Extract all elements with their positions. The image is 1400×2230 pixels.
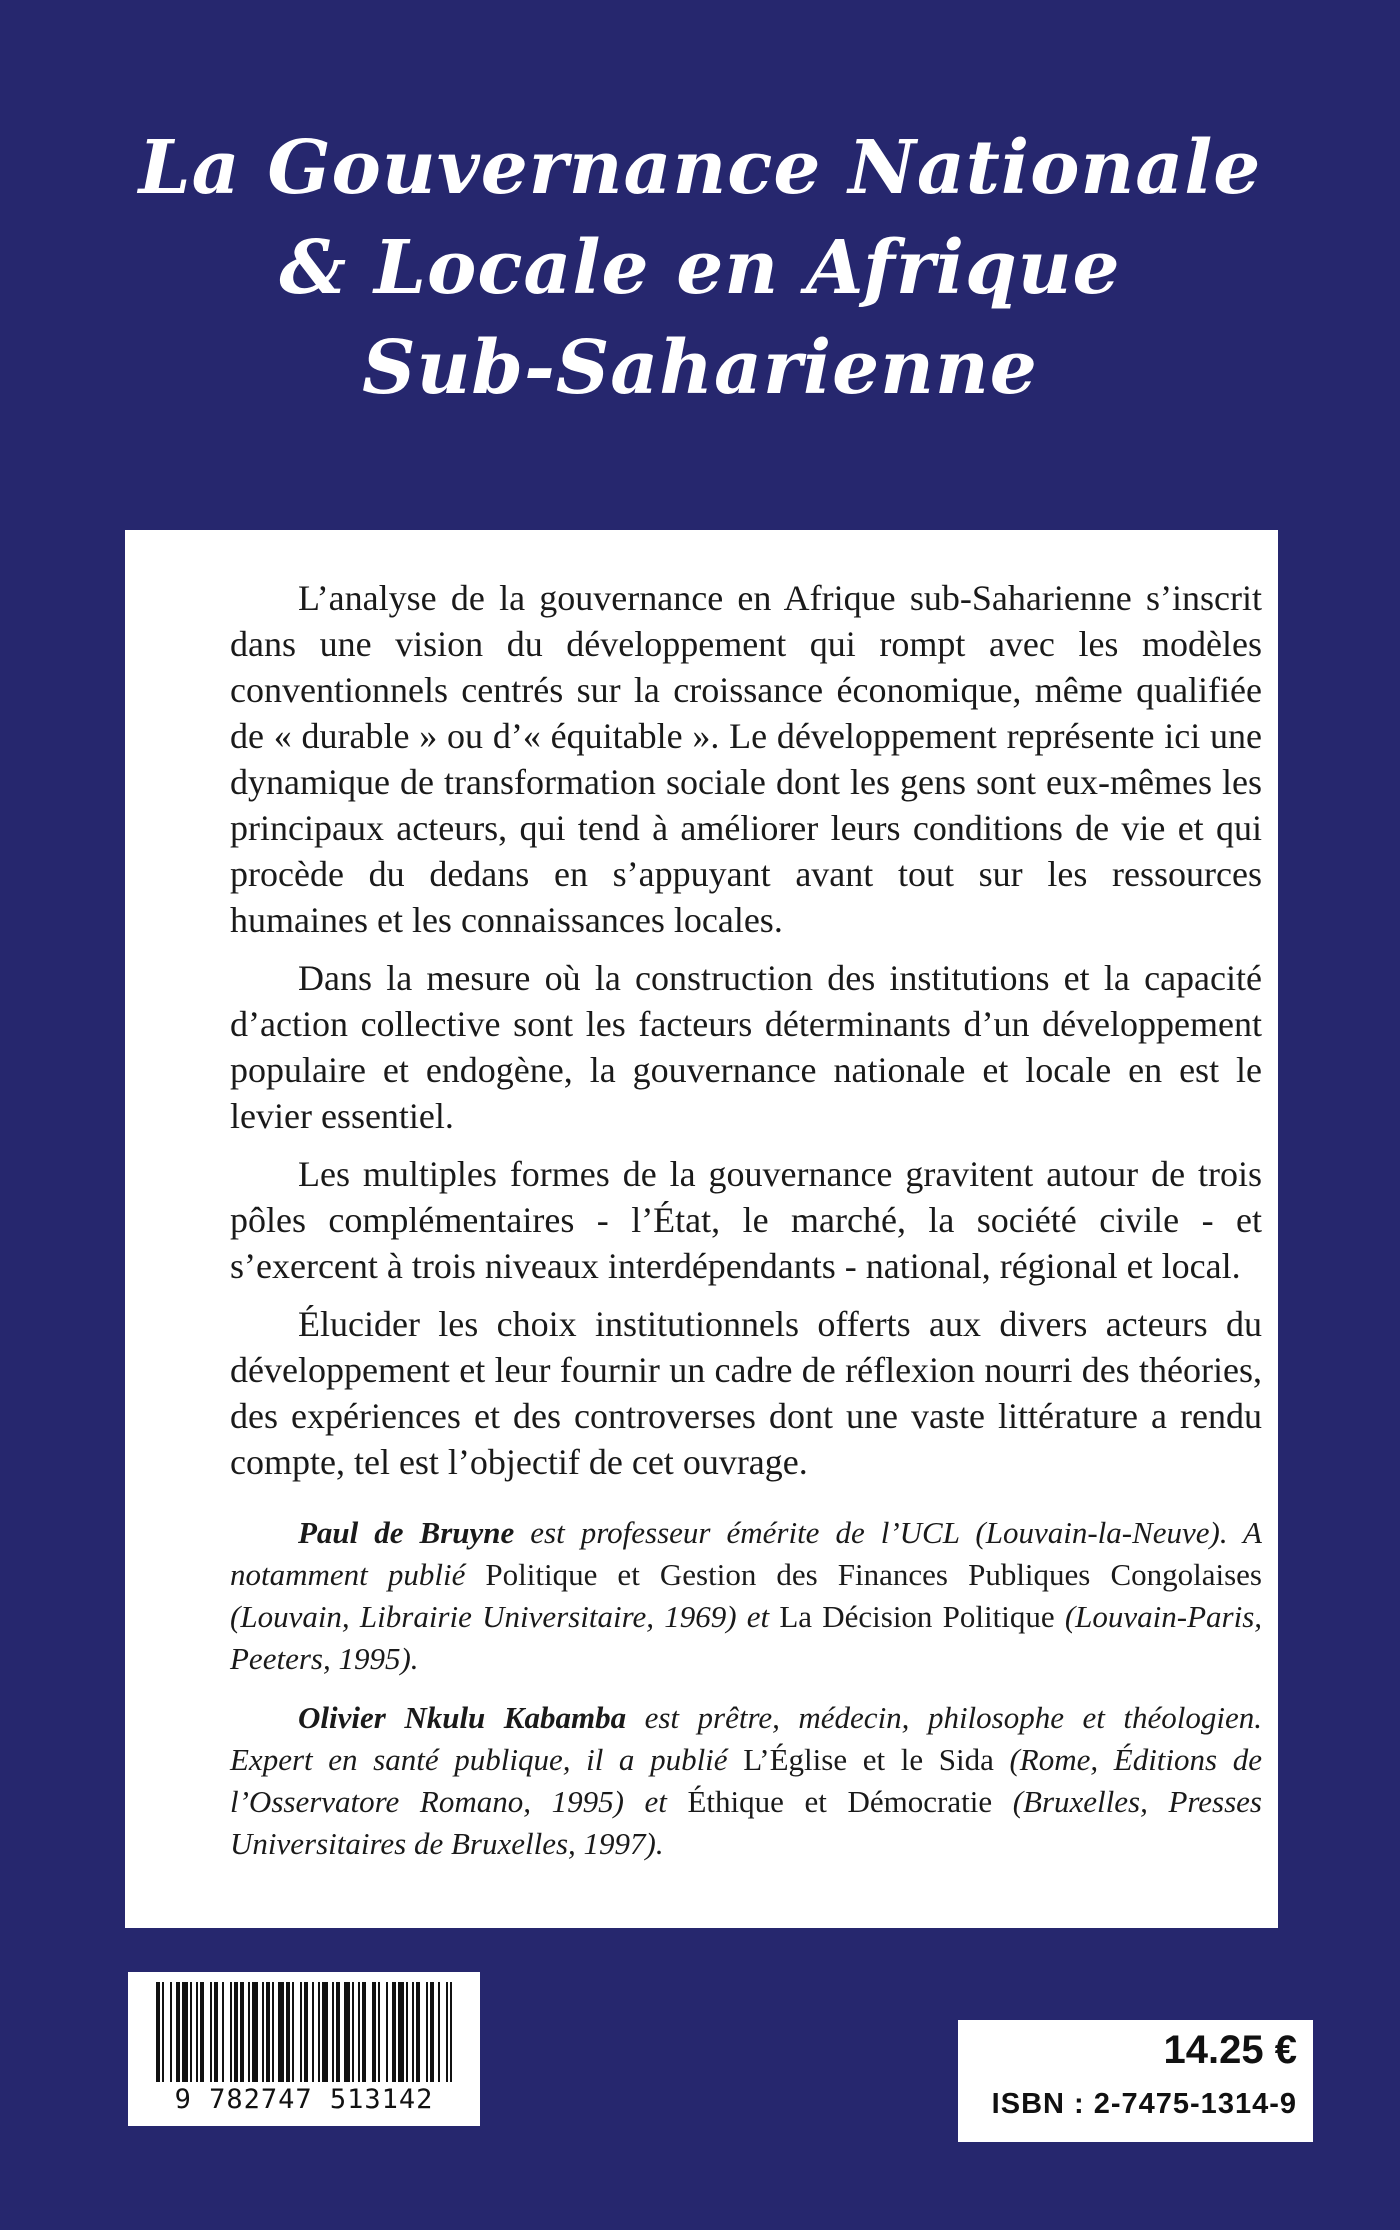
barcode-bar — [176, 1982, 180, 2082]
barcode-bar — [352, 1982, 354, 2082]
barcode-bar — [240, 1982, 244, 2082]
barcode-bar — [450, 1982, 452, 2082]
barcode-bar — [200, 1982, 204, 2082]
title-line-3: Sub-Saharienne — [362, 325, 1038, 411]
price-box — [958, 2020, 1313, 2142]
author-bio-2 — [230, 1697, 1262, 1865]
summary-paragraph-4: Élucider les choix institutionnels offerts aux divers acteurs du développement et leur fournir un cadre de réflexion nourri des théories, des expériences et des controverses dont une vaste littérature a rendu compte, tel est l’objectif de cet ouvrage. — [230, 1304, 1262, 1482]
barcode-bar — [344, 1982, 350, 2082]
barcode-bar — [190, 1982, 192, 2082]
summary-text — [230, 575, 1262, 1497]
barcode-bar — [210, 1982, 212, 2082]
summary-paragraph-3: Les multiples formes de la gouvernance gravitent autour de trois pôles complémentaires - l’État, le marché, la société civile - et s’exercent à trois niveaux interdépendants - national, régional et local. — [230, 1154, 1262, 1286]
barcode-bar — [406, 1982, 408, 2082]
author-bio-1 — [230, 1512, 1262, 1680]
title-line-2: & Locale en Afrique — [279, 225, 1121, 311]
bio1-book-1: Politique et Gestion des Finances Publiques Congolaises — [485, 1557, 1262, 1592]
barcode-bar — [336, 1982, 340, 2082]
summary-paragraph-2: Dans la mesure où la construction des institutions et la capacité d’action collective sont les facteurs déterminants d’un développement populaire et endogène, la gouvernance nationale et locale en est le levier essentiel. — [230, 958, 1262, 1136]
bio1-text-1: est professeur émérite de l’UCL (Louvain-la-Neuve). A notamment publié — [230, 1515, 1262, 1592]
barcode-bar — [430, 1982, 434, 2082]
author-name-1: Paul de Bruyne — [298, 1515, 515, 1550]
bio1-book-2: La Décision Politique — [779, 1599, 1055, 1634]
barcode-bar — [170, 1982, 172, 2082]
barcode-bar — [318, 1982, 320, 2082]
bio2-text-3: (Bruxelles, Presses Universitaires de Bruxelles, 1997). — [230, 1784, 1262, 1861]
author-name-2: Olivier Nkulu Kabamba — [298, 1700, 627, 1735]
title-line-1: La Gouvernance Nationale — [138, 125, 1262, 211]
barcode-bar — [358, 1982, 360, 2082]
summary-paragraph-1: L’analyse de la gouvernance en Afrique sub-Saharienne s’inscrit dans une vision du développement qui rompt avec les modèles conventionnels centrés sur la croissance économique, même qualifiée de « durable » ou d’« équitable ». Le développement représente ici une dynamique de transformation sociale dont les gens sont eux-mêmes les principaux acteurs, qui tend à améliorer leurs conditions de vie et qui procède du dedans en s’appuyant avant tout sur les ressources humaines et les connaissances locales. — [230, 578, 1262, 940]
barcode-icon — [156, 1982, 452, 2082]
barcode-bar — [156, 1982, 160, 2082]
text-panel — [125, 530, 1278, 1928]
barcode-bar — [322, 1982, 328, 2082]
book-title — [60, 118, 1340, 418]
barcode-bar — [300, 1982, 302, 2082]
barcode-digits: 9 782747 513142 — [174, 2084, 434, 2115]
price: 14.25 € — [1163, 2028, 1297, 2072]
barcode-bar — [214, 1982, 218, 2082]
barcode-bar — [416, 1982, 420, 2082]
barcode-box — [128, 1972, 480, 2126]
barcode-bar — [438, 1982, 440, 2082]
barcode-bar — [392, 1982, 396, 2082]
barcode-bar — [332, 1982, 334, 2082]
barcode-bar — [412, 1982, 414, 2082]
barcode-bar — [398, 1982, 404, 2082]
barcode-bar — [278, 1982, 284, 2082]
bio2-book-1: L’Église et le Sida — [743, 1742, 994, 1777]
barcode-bar — [378, 1982, 380, 2082]
barcode-bar — [372, 1982, 376, 2082]
barcode-bar — [304, 1982, 308, 2082]
bio1-text-2: (Louvain, Librairie Universitaire, 1969) et — [230, 1599, 780, 1634]
bio2-text-1: est prêtre, médecin, philosophe et théologien. Expert en santé publique, il a publié — [230, 1700, 1262, 1777]
barcode-bar — [386, 1982, 388, 2082]
barcode-bar — [182, 1982, 188, 2082]
barcode-bar — [196, 1982, 198, 2082]
bio1-text-3: (Louvain-Paris, Peeters, 1995). — [230, 1599, 1263, 1676]
barcode-bar — [286, 1982, 290, 2082]
barcode-bar — [426, 1982, 428, 2082]
barcode-bar — [292, 1982, 294, 2082]
barcode-bar — [262, 1982, 264, 2082]
barcode-bar — [222, 1982, 224, 2082]
barcode-bar — [362, 1982, 366, 2082]
bio2-text-2: (Rome, Éditions de l’Osservatore Romano, 1995) et — [230, 1742, 1262, 1819]
barcode-bar — [248, 1982, 250, 2082]
bio2-book-2: Éthique et Démocratie — [687, 1784, 993, 1819]
barcode-bar — [234, 1982, 238, 2082]
isbn: ISBN : 2-7475-1314-9 — [991, 2088, 1297, 2120]
barcode-bar — [252, 1982, 258, 2082]
barcode-bar — [272, 1982, 274, 2082]
barcode-bar — [162, 1982, 164, 2082]
barcode-bar — [312, 1982, 314, 2082]
barcode-bar — [446, 1982, 448, 2082]
barcode-bar — [266, 1982, 270, 2082]
barcode-bar — [230, 1982, 232, 2082]
